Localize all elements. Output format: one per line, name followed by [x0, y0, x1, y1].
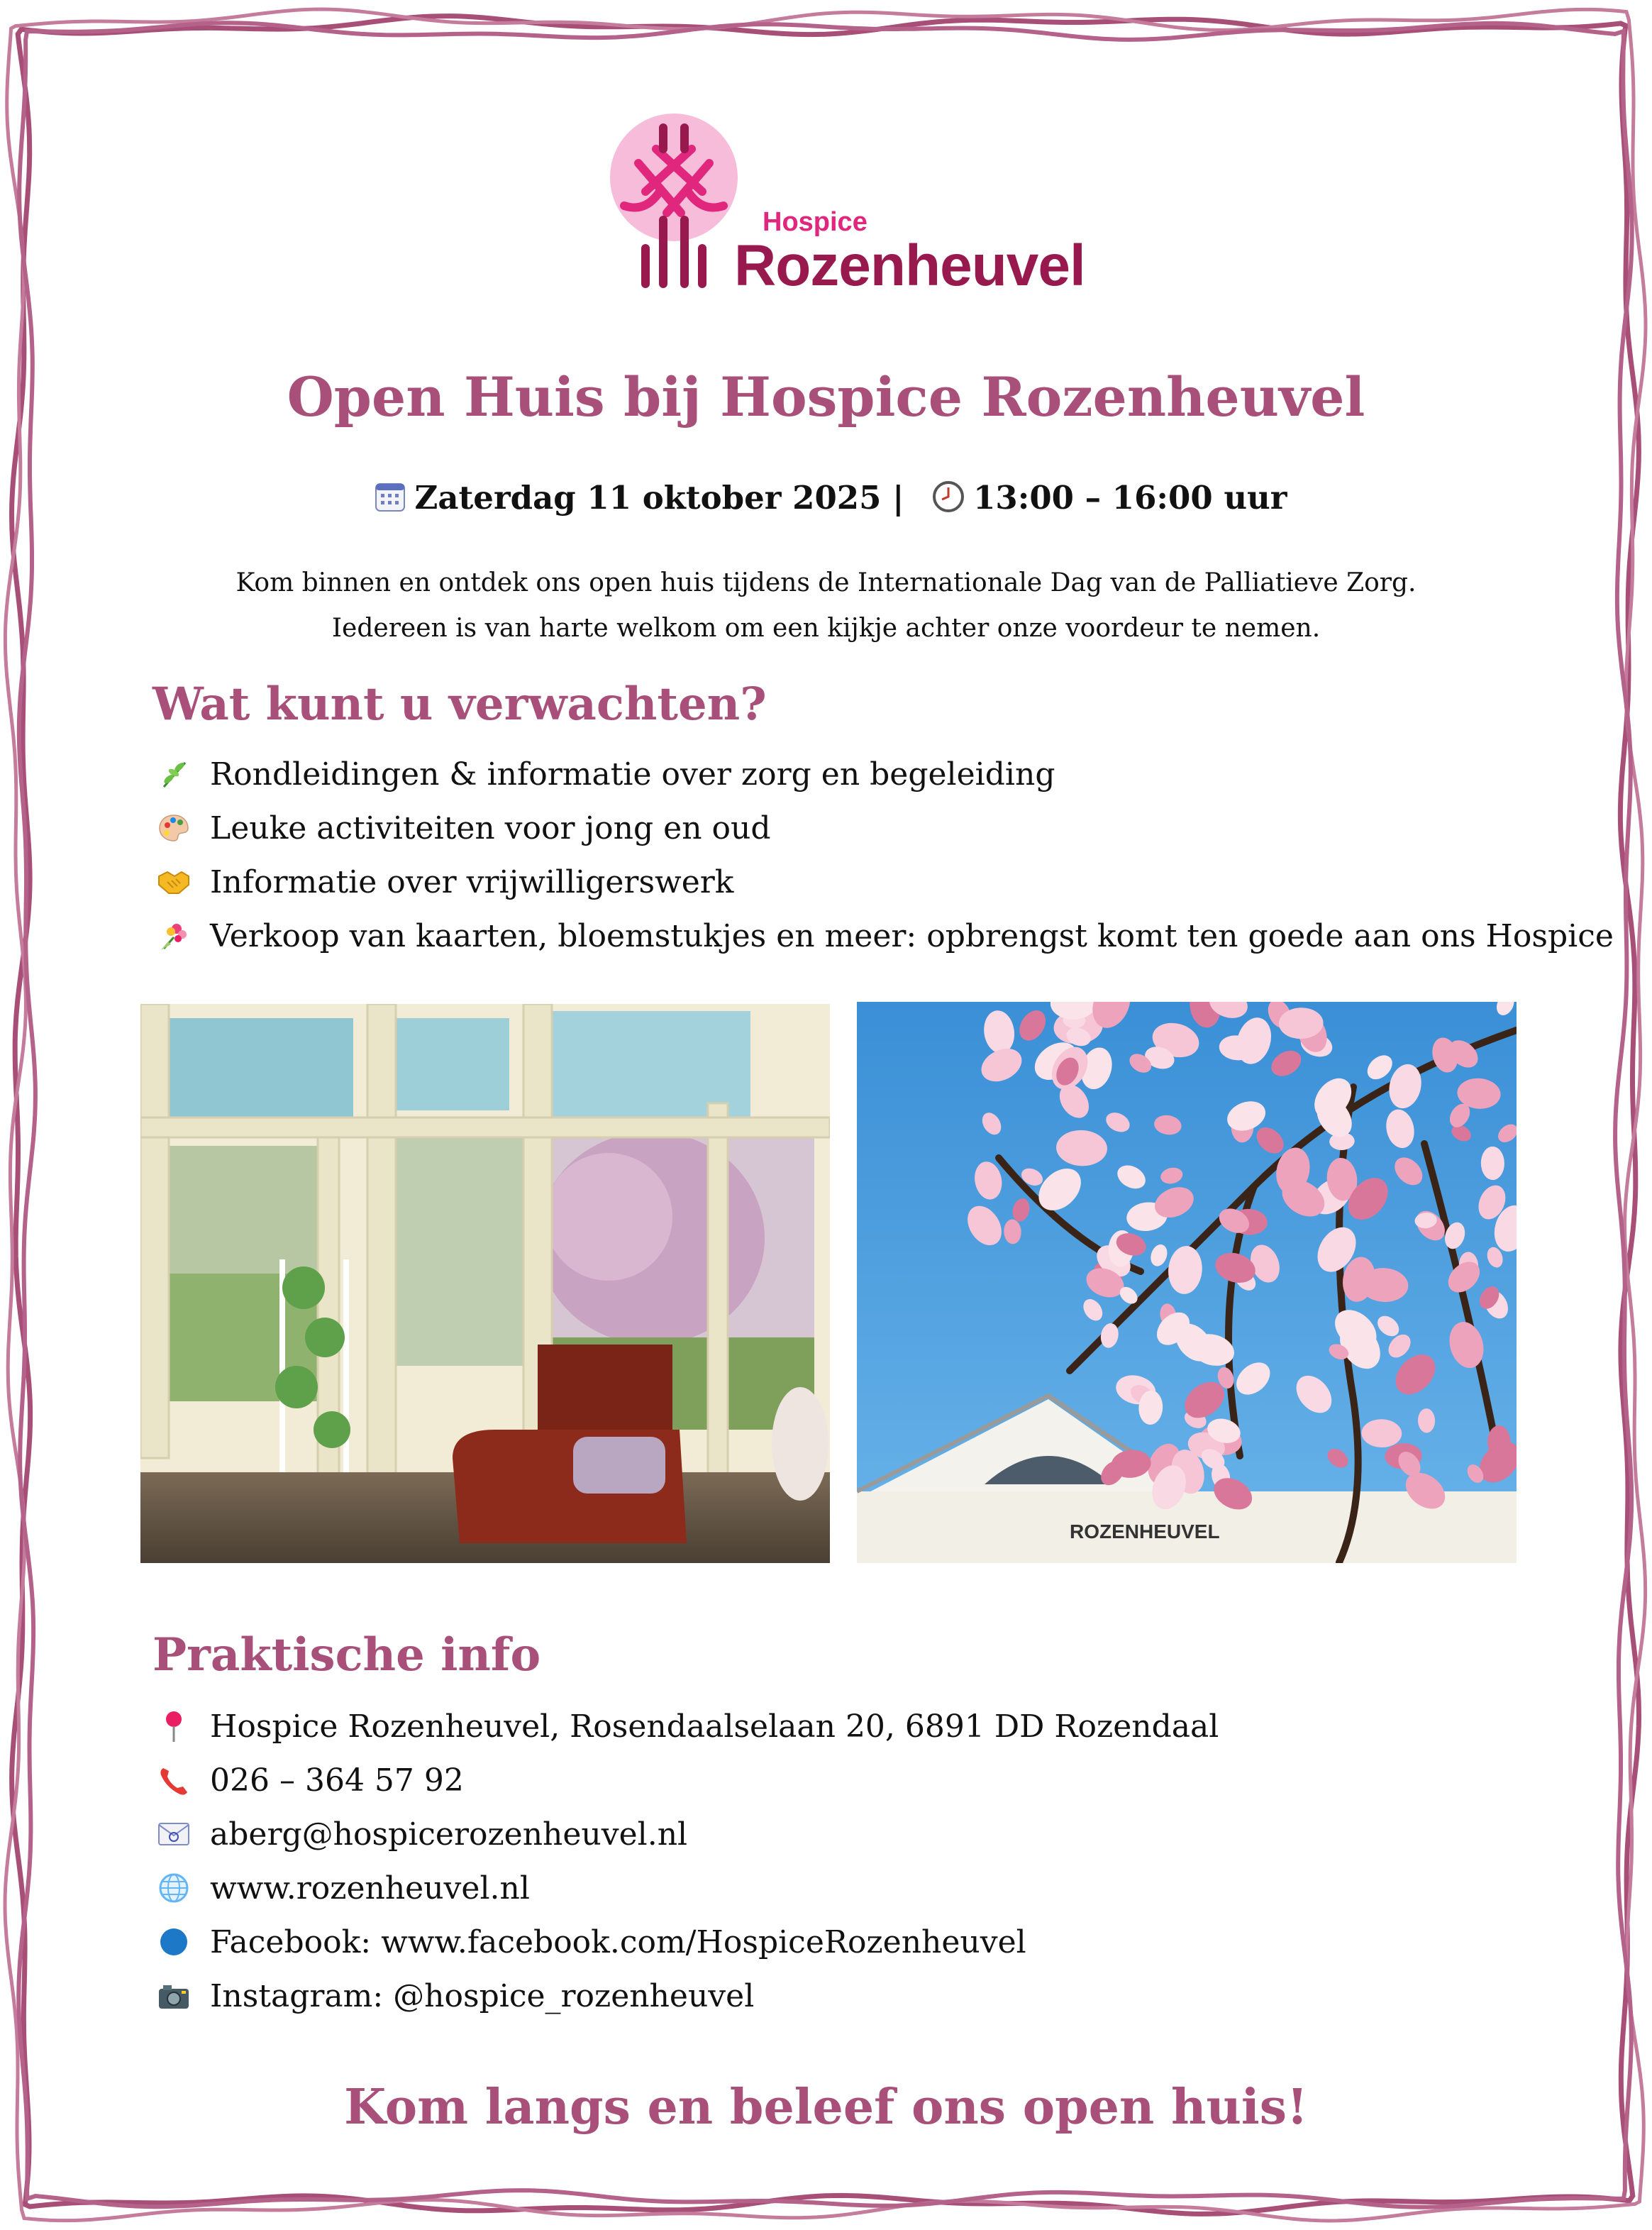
- email-text[interactable]: aberg@hospicerozenheuvel.nl: [210, 1816, 688, 1853]
- list-item: [156, 801, 1614, 855]
- hospice-logo: [596, 106, 1121, 298]
- logo-text-small: Hospice: [763, 207, 867, 237]
- pin-icon: [156, 1709, 192, 1744]
- building-sign: ROZENHEUVEL: [1070, 1520, 1220, 1542]
- list-item-text: Leuke activiteiten voor jong en oud: [210, 810, 771, 846]
- herb-icon: [156, 756, 192, 792]
- event-date-time: [0, 479, 1652, 521]
- logo-tree-icon: [596, 106, 752, 291]
- photo-conservatory: [140, 1004, 830, 1563]
- address-text: Hospice Rozenheuvel, Rosendaalselaan 20, 6891 DD Rozendaal: [210, 1708, 1219, 1745]
- page-title: Open Huis bij Hospice Rozenheuvel: [287, 365, 1365, 429]
- info-heading: Praktische info: [153, 1628, 541, 1682]
- list-item: [156, 1699, 1219, 1753]
- facebook-text[interactable]: Facebook: www.facebook.com/HospiceRozenheuvel: [210, 1923, 1026, 1960]
- intro-line-1: Kom binnen en ontdek ons open huis tijdens de Internationale Dag van de Palliatieve Zorg.: [235, 568, 1417, 597]
- info-list: [156, 1699, 1219, 2023]
- logo-text-large: Rozenheuvel: [734, 233, 1085, 298]
- blue-circle-icon: [156, 1924, 192, 1960]
- phone-icon: [156, 1762, 192, 1798]
- intro-line-2: Iedereen is van harte welkom om een kijkje achter onze voordeur te nemen.: [331, 614, 1321, 643]
- instagram-text[interactable]: Instagram: @hospice_rozenheuvel: [210, 1977, 755, 2014]
- list-item: [156, 1969, 1219, 2023]
- blossom: [1325, 1238, 1348, 1254]
- list-item: [156, 1807, 1219, 1861]
- list-item: [156, 1861, 1219, 1915]
- list-item: [156, 747, 1614, 801]
- list-item-text: Informatie over vrijwilligerswerk: [210, 863, 734, 900]
- photo-magnolia: [857, 1002, 1517, 1563]
- calendar-icon: [374, 480, 406, 521]
- expect-heading: Wat kunt u verwachten?: [153, 678, 767, 731]
- intro-text: [0, 561, 1652, 651]
- bouquet-icon: [156, 918, 192, 954]
- website-text[interactable]: www.rozenheuvel.nl: [210, 1870, 530, 1906]
- list-item-text: Rondleidingen & informatie over zorg en begeleiding: [210, 756, 1055, 793]
- handshake-icon: [156, 864, 192, 900]
- clock-icon: [932, 480, 965, 521]
- palette-icon: [156, 810, 192, 846]
- event-time: 13:00 – 16:00 uur: [973, 479, 1287, 517]
- list-item: [156, 855, 1614, 909]
- camera-icon: [156, 1978, 192, 2014]
- list-item-text: Verkoop van kaarten, bloemstukjes en meer: opbrengst komt ten goede aan ons Hospice: [210, 917, 1614, 954]
- globe-icon: [156, 1870, 192, 1906]
- list-item: [156, 1753, 1219, 1807]
- expect-list: [156, 747, 1614, 963]
- event-date: Zaterdag 11 oktober 2025 |: [414, 479, 904, 517]
- list-item: [156, 1915, 1219, 1969]
- list-item: [156, 909, 1614, 963]
- phone-text: 026 – 364 57 92: [210, 1762, 464, 1799]
- email-icon: [156, 1816, 192, 1852]
- closing-line: Kom langs en beleef ons open huis!: [344, 2079, 1308, 2136]
